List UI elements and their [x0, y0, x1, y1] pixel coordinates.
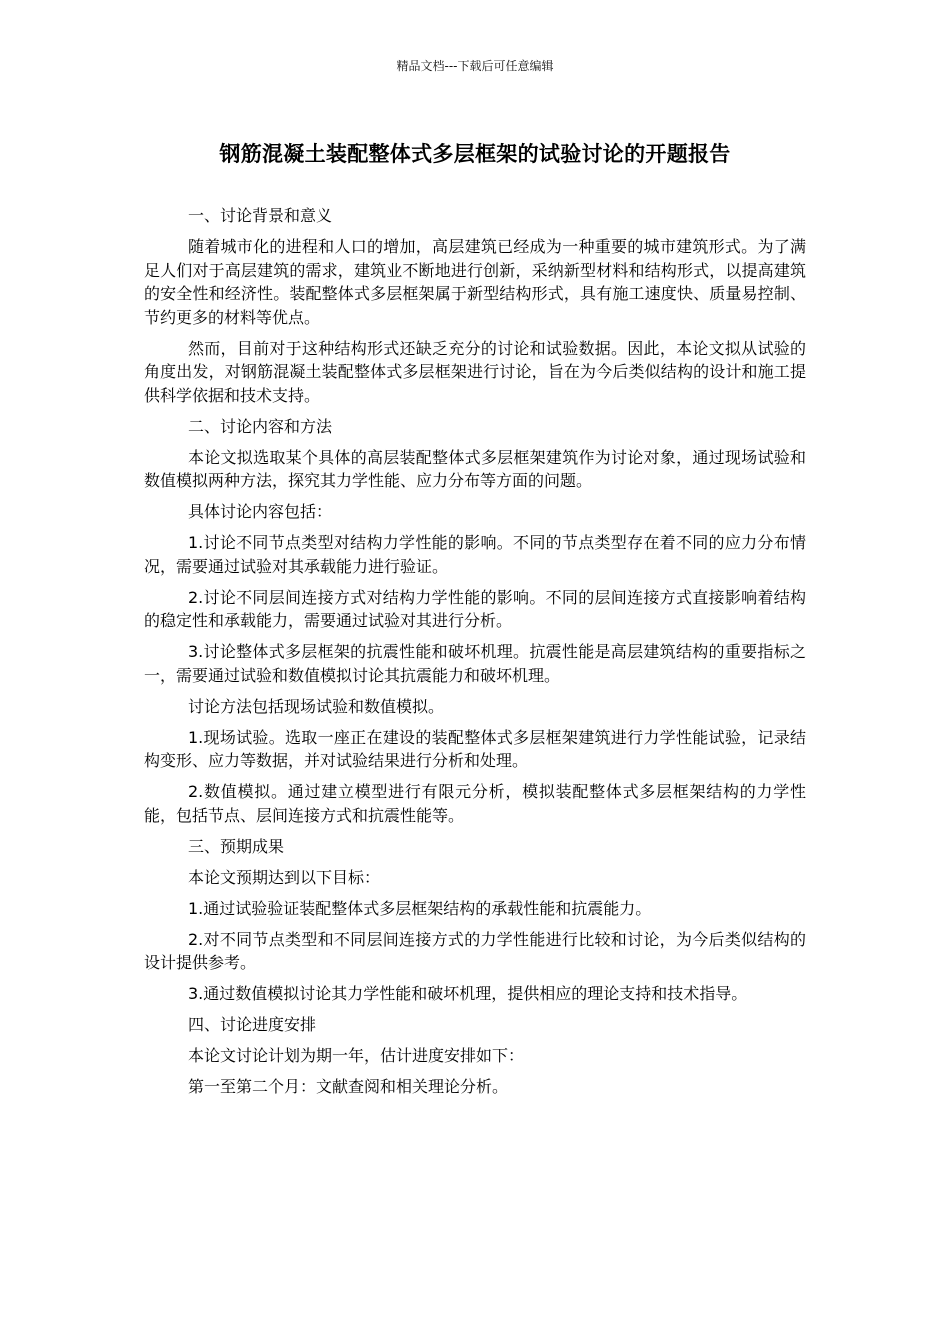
paragraph: 然而，目前对于这种结构形式还缺乏充分的讨论和试验数据。因此，本论文拟从试验的角度出发，对钢筋混凝土装配整体式多层框架进行讨论，旨在为今后类似结构的设计和施工提供科学依据和技术支持。 — [144, 338, 806, 405]
paragraph: 随着城市化的进程和人口的增加，高层建筑已经成为一种重要的城市建筑形式。为了满足人们对于高层建筑的需求，建筑业不断地进行创新，采纳新型材料和结构形式，以提高建筑的安全性和经济性。装配整体式多层框架属于新型结构形式，具有施工速度快、质量易控制、节约更多的材料等优点。 — [144, 237, 806, 327]
paragraph: 本论文拟选取某个具体的高层装配整体式多层框架建筑作为讨论对象，通过现场试验和数值模拟两种方法，探究其力学性能、应力分布等方面的问题。 — [144, 447, 806, 490]
document-body — [144, 204, 806, 1106]
paragraph: 本论文讨论计划为期一年，估计进度安排如下： — [188, 1046, 525, 1065]
section-heading-expected-results: 三、预期成果 — [188, 836, 285, 856]
section-heading-background: 一、讨论背景和意义 — [188, 206, 333, 225]
list-item: 1.通过试验验证装配整体式多层框架结构的承载性能和抗震能力。 — [188, 898, 652, 918]
section-heading-content-method: 二、讨论内容和方法 — [188, 416, 333, 436]
list-item: 1.讨论不同节点类型对结构力学性能的影响。不同的节点类型存在着不同的应力分布情况，需要通过试验对其承载能力进行验证。 — [144, 533, 806, 576]
paragraph: 第一至第二个月：文献查阅和相关理论分析。 — [188, 1077, 509, 1096]
paragraph: 本论文预期达到以下目标： — [188, 867, 381, 887]
list-item: 2.数值模拟。通过建立模型进行有限元分析，模拟装配整体式多层框架结构的力学性能，包括节点、层间连接方式和抗震性能等。 — [144, 782, 806, 825]
paragraph: 讨论方法包括现场试验和数值模拟。 — [188, 696, 445, 716]
list-item: 2.讨论不同层间连接方式对结构力学性能的影响。不同的层间连接方式直接影响着结构的稳定性和承载能力，需要通过试验对其进行分析。 — [144, 587, 806, 630]
document-title: 钢筋混凝土装配整体式多层框架的试验讨论的开题报告 — [219, 142, 731, 166]
section-heading-schedule: 四、讨论进度安排 — [188, 1015, 317, 1034]
list-item: 1.现场试验。选取一座正在建设的装配整体式多层框架建筑进行力学性能试验，记录结构变形、应力等数据，并对试验结果进行分析和处理。 — [144, 727, 806, 770]
header-note: 精品文档---下载后可任意编辑 — [396, 59, 554, 73]
list-item: 3.讨论整体式多层框架的抗震性能和破坏机理。抗震性能是高层建筑结构的重要指标之一，需要通过试验和数值模拟讨论其抗震能力和破坏机理。 — [144, 642, 806, 685]
paragraph: 具体讨论内容包括： — [188, 502, 333, 521]
list-item: 3.通过数值模拟讨论其力学性能和破坏机理，提供相应的理论支持和技术指导。 — [188, 984, 748, 1003]
list-item: 2.对不同节点类型和不同层间连接方式的力学性能进行比较和讨论，为今后类似结构的设计提供参考。 — [144, 929, 806, 972]
